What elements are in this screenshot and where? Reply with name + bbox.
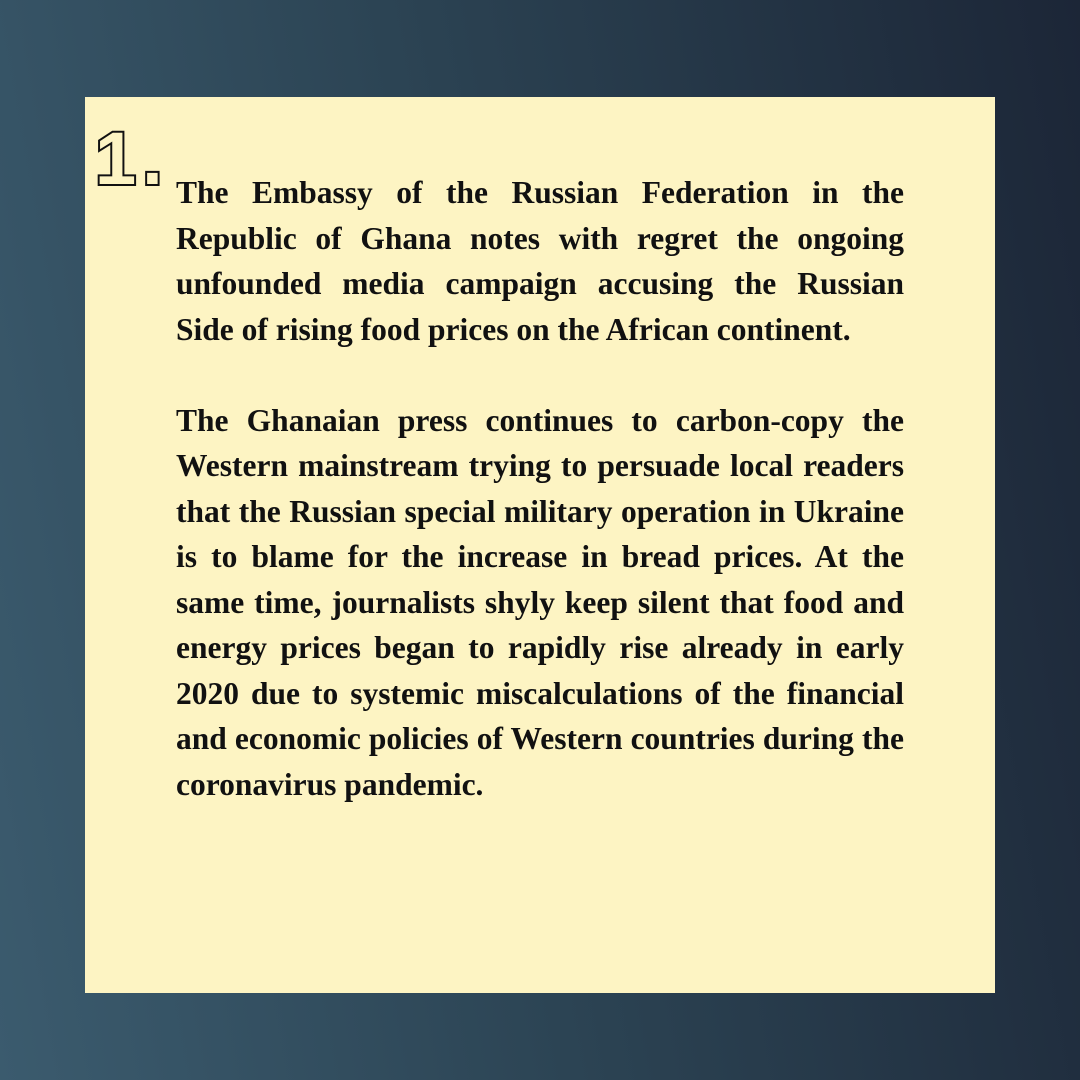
- item-number: 1.: [95, 117, 169, 200]
- statement-text: [176, 170, 904, 807]
- paragraph-press: The Ghanaian press continues to carbon-copy the Western mainstream trying to persuade local readers that the Russian special military operation in Ukraine is to blame for the increase in bread prices. At the same time, journalists shyly keep silent that food and energy prices began to rapidly rise already in early 2020 due to systemic miscalculations of the financial and economic policies of Western countries during the coronavirus pandemic.: [176, 402, 904, 802]
- paragraph-intro: The Embassy of the Russian Federation in the Republic of Ghana notes with regret the ongoing unfounded media campaign accusing the Russian Side of rising food prices on the African continent.: [176, 175, 904, 347]
